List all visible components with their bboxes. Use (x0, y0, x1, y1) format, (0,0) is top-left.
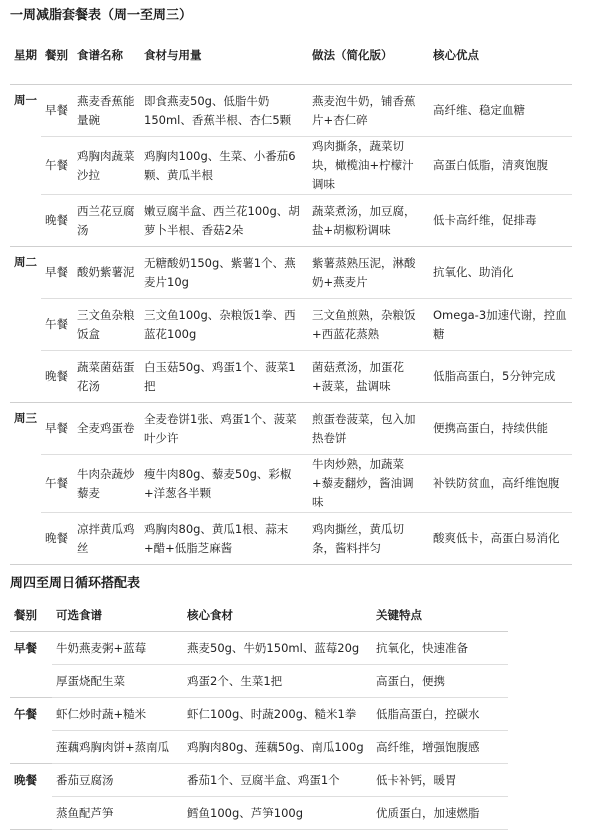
ingredients-cell: 白玉菇50g、鸡蛋1个、菠菜1把 (140, 351, 308, 403)
recipe-cell: 凉拌黄瓜鸡丝 (73, 513, 140, 565)
meal-cell: 早餐 (41, 403, 73, 455)
table-row (10, 632, 508, 665)
table-row (10, 665, 508, 698)
table1-title: 一周减脂套餐表（周一至周三） (10, 8, 193, 23)
recipe-cell: 鸡胸肉蔬菜沙拉 (73, 137, 140, 195)
recipe-cell: 西兰花豆腐汤 (73, 195, 140, 247)
method-cell: 紫薯蒸熟压泥，淋酸奶+燕麦片 (308, 247, 429, 299)
day-cell: 周一 (10, 85, 41, 247)
table2-title: 周四至周日循环搭配表 (10, 576, 141, 591)
core-cell: 鸡蛋2个、生菜1把 (183, 665, 372, 698)
core-cell: 燕麦50g、牛奶150ml、蓝莓20g (183, 632, 372, 665)
meal-cell: 午餐 (41, 455, 73, 513)
meal-cell: 晚餐 (41, 513, 73, 565)
header-benefit: 核心优点 (429, 26, 572, 85)
benefit-cell: 高纤维、稳定血糖 (429, 85, 572, 137)
category-cell: 晚餐 (14, 772, 37, 787)
header-category: 餐别 (10, 599, 52, 632)
recipe-cell: 蒸鱼配芦笋 (52, 797, 183, 830)
ingredients-cell: 三文鱼100g、杂粮饭1拳、西蓝花100g (140, 299, 308, 351)
category-cell (10, 665, 52, 698)
table-row (10, 513, 572, 565)
core-cell: 虾仁100g、时蔬200g、糙米1拳 (183, 698, 372, 731)
ingredients-cell: 即食燕麦50g、低脂牛奶150ml、香蕉半根、杏仁5颗 (140, 85, 308, 137)
header-method: 做法（简化版） (308, 26, 429, 85)
table-row (10, 137, 572, 195)
meal-cell: 早餐 (41, 247, 73, 299)
core-cell: 鸡胸肉80g、莲藕50g、南瓜100g (183, 731, 372, 764)
ingredients-cell: 全麦卷饼1张、鸡蛋1个、菠菜叶少许 (140, 403, 308, 455)
method-cell: 蔬菜煮汤，加豆腐，盐+胡椒粉调味 (308, 195, 429, 247)
header-core: 核心食材 (183, 599, 372, 632)
table-row (10, 731, 508, 764)
header-feature: 关键特点 (372, 599, 508, 632)
recipe-cell: 三文鱼杂粮饭盒 (73, 299, 140, 351)
header-day: 星期 (10, 26, 41, 85)
feature-cell: 优质蛋白，加速燃脂 (372, 797, 508, 830)
meal-cell: 午餐 (41, 299, 73, 351)
recipe-cell: 厚蛋烧配生菜 (52, 665, 183, 698)
benefit-cell: 低卡高纤维，促排毒 (429, 195, 572, 247)
recipe-cell: 全麦鸡蛋卷 (73, 403, 140, 455)
table-row (10, 764, 508, 797)
recipe-cell: 莲藕鸡胸肉饼+蒸南瓜 (52, 731, 183, 764)
method-cell: 鸡肉撕条，蔬菜切块，橄榄油+柠檬汁调味 (308, 137, 429, 195)
meal-cell: 早餐 (41, 85, 73, 137)
meal-cell: 午餐 (41, 137, 73, 195)
feature-cell: 高纤维，增强饱腹感 (372, 731, 508, 764)
method-cell: 菌菇煮汤，加蛋花+菠菜，盐调味 (308, 351, 429, 403)
table-row (10, 455, 572, 513)
feature-cell: 低卡补钙，暖胃 (372, 764, 508, 797)
feature-cell: 低脂高蛋白，控碳水 (372, 698, 508, 731)
table-row (10, 797, 508, 830)
feature-cell: 高蛋白，便携 (372, 665, 508, 698)
table-row (10, 351, 572, 403)
ingredients-cell: 鸡胸肉100g、生菜、小番茄6颗、黄瓜半根 (140, 137, 308, 195)
recipe-cell: 牛奶燕麦粥+蓝莓 (52, 632, 183, 665)
method-cell: 三文鱼煎熟，杂粮饭+西蓝花蒸熟 (308, 299, 429, 351)
category-cell: 早餐 (14, 640, 37, 655)
table1-header-row (10, 26, 572, 85)
benefit-cell: 酸爽低卡，高蛋白易消化 (429, 513, 572, 565)
table-row (10, 403, 572, 455)
benefit-cell: 便携高蛋白，持续供能 (429, 403, 572, 455)
recipe-cell: 酸奶紫薯泥 (73, 247, 140, 299)
ingredients-cell: 无糖酸奶150g、紫薯1个、燕麦片10g (140, 247, 308, 299)
category-cell (10, 797, 52, 830)
meal-cell: 晚餐 (41, 195, 73, 247)
benefit-cell: 补铁防贫血，高纤维饱腹 (429, 455, 572, 513)
category-cell: 午餐 (14, 706, 37, 721)
ingredients-cell: 瘦牛肉80g、藜麦50g、彩椒+洋葱各半颗 (140, 455, 308, 513)
meal-cell: 晚餐 (41, 351, 73, 403)
method-cell: 牛肉炒熟，加蔬菜+藜麦翻炒，酱油调味 (308, 455, 429, 513)
method-cell: 燕麦泡牛奶，铺香蕉片+杏仁碎 (308, 85, 429, 137)
table-row (10, 698, 508, 731)
rotation-table (10, 599, 508, 830)
header-options: 可选食谱 (52, 599, 183, 632)
core-cell: 番茄1个、豆腐半盒、鸡蛋1个 (183, 764, 372, 797)
feature-cell: 抗氧化，快速准备 (372, 632, 508, 665)
benefit-cell: 高蛋白低脂，清爽饱腹 (429, 137, 572, 195)
benefit-cell: Omega-3加速代谢，控血糖 (429, 299, 572, 351)
header-ingredients: 食材与用量 (140, 26, 308, 85)
table-row (10, 247, 572, 299)
recipe-cell: 蔬菜菌菇蛋花汤 (73, 351, 140, 403)
recipe-cell: 虾仁炒时蔬+糙米 (52, 698, 183, 731)
table-row (10, 195, 572, 247)
method-cell: 煎蛋卷菠菜，包入加热卷饼 (308, 403, 429, 455)
recipe-cell: 牛肉杂蔬炒藜麦 (73, 455, 140, 513)
day-cell: 周二 (10, 247, 41, 403)
category-cell (10, 731, 52, 764)
weekly-meal-table (10, 26, 572, 565)
benefit-cell: 抗氧化、助消化 (429, 247, 572, 299)
ingredients-cell: 鸡胸肉80g、黄瓜1根、蒜末+醋+低脂芝麻酱 (140, 513, 308, 565)
table-row (10, 85, 572, 137)
ingredients-cell: 嫩豆腐半盒、西兰花100g、胡萝卜半根、香菇2朵 (140, 195, 308, 247)
day-cell: 周三 (10, 403, 41, 565)
header-recipe: 食谱名称 (73, 26, 140, 85)
method-cell: 鸡肉撕丝，黄瓜切条，酱料拌匀 (308, 513, 429, 565)
recipe-cell: 番茄豆腐汤 (52, 764, 183, 797)
benefit-cell: 低脂高蛋白，5分钟完成 (429, 351, 572, 403)
table2-header-row (10, 599, 508, 632)
core-cell: 鳕鱼100g、芦笋100g (183, 797, 372, 830)
table-row (10, 299, 572, 351)
recipe-cell: 燕麦香蕉能量碗 (73, 85, 140, 137)
header-meal: 餐别 (41, 26, 73, 85)
